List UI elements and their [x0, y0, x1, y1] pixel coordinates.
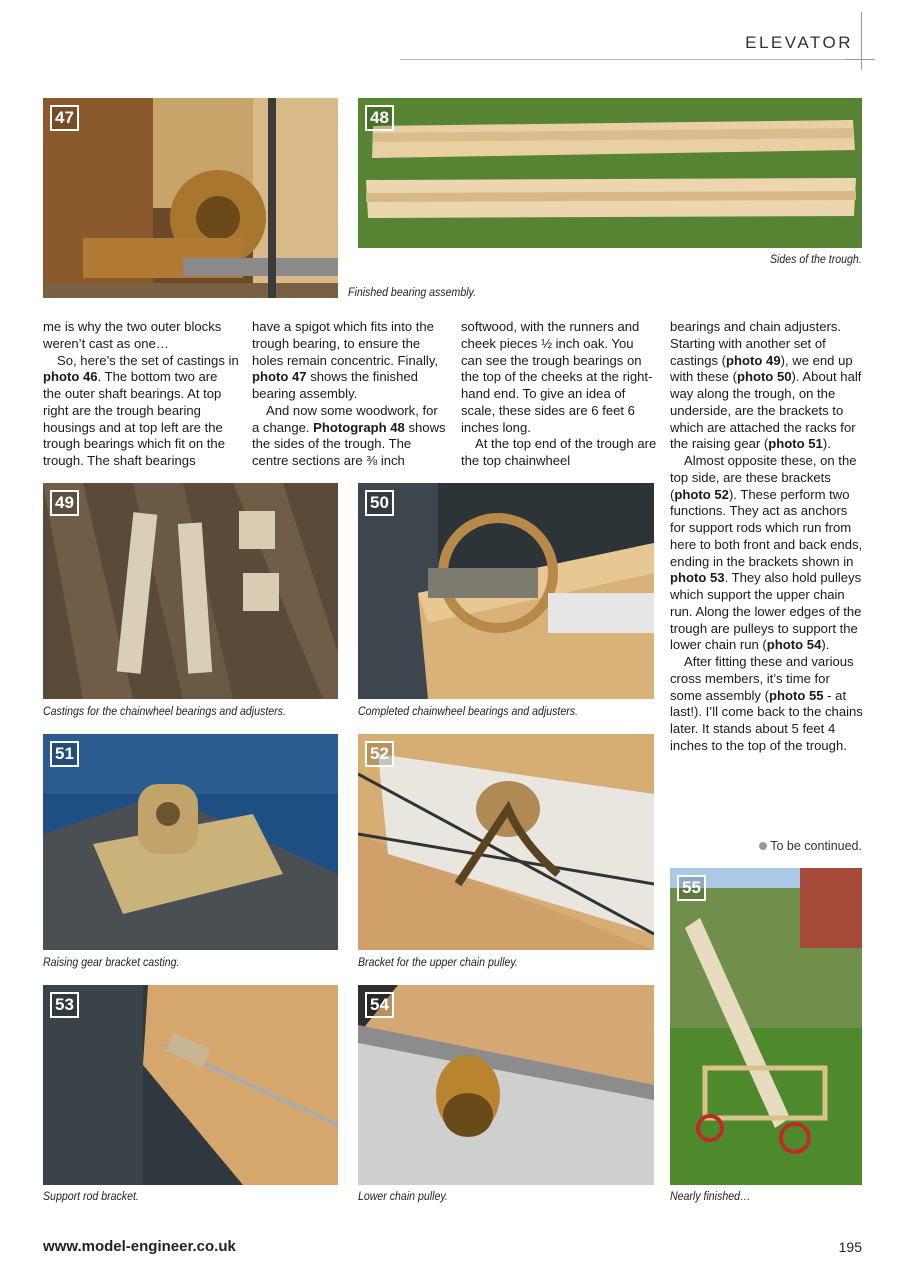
- photo-number: 51: [50, 741, 79, 767]
- bullet-icon: [759, 842, 767, 850]
- photo-number: 50: [365, 490, 394, 516]
- photo-52: [358, 734, 654, 950]
- caption-47: Finished bearing assembly.: [348, 287, 477, 299]
- photo-number: 47: [50, 105, 79, 131]
- paragraph: So, here’s the set of castings in photo 46. The bottom two are the outer shaft bearings. At top right are the trough bearing housings and at top left are the trough bearings which fit on the trough. The shaft bearings: [43, 352, 239, 468]
- paragraph: softwood, with the runners and cheek pieces ½ inch oak. You can see the trough bearings on the top of the cheeks at the right-hand end. To give an idea of scale, these sides are 6 feet 6 inches long.: [461, 319, 653, 435]
- caption-52: Bracket for the upper chain pulley.: [358, 957, 518, 969]
- header-rule: [400, 59, 870, 60]
- text-column-4: [670, 319, 864, 755]
- photo-49: [43, 483, 338, 699]
- page-number: 195: [838, 1239, 862, 1255]
- paragraph: At the top end of the trough are the top chainwheel: [461, 436, 657, 468]
- caption-48: Sides of the trough.: [770, 254, 862, 266]
- to-be-continued: To be continued.: [759, 839, 862, 853]
- photo-number: 48: [365, 105, 394, 131]
- paragraph: bearings and chain adjusters. Starting with another set of castings (photo 49), we end up with these (photo 50). About half way along the trough, on the underside, are the brackets to which are attached the racks for the raising gear (photo 51).: [670, 319, 862, 452]
- photo-50: [358, 483, 654, 699]
- photo-number: 49: [50, 490, 79, 516]
- photo-number: 53: [50, 992, 79, 1018]
- photo-53: [43, 985, 338, 1185]
- photo-51: [43, 734, 338, 950]
- photo-number: 52: [365, 741, 394, 767]
- paragraph: me is why the two outer blocks weren’t cast as one…: [43, 319, 222, 351]
- photo-55: [670, 868, 862, 1185]
- paragraph: have a spigot which fits into the trough bearing, to ensure the holes remain concentric. Finally, photo 47 shows the finished bearing assembly.: [252, 319, 439, 401]
- section-title: ELEVATOR: [745, 33, 853, 52]
- paragraph: After fitting these and various cross members, it’s time for some assembly (photo 55 - at last!). I’ll come back to the chains later. It stands about 5 feet 4 inches to the top of the trough.: [670, 654, 863, 753]
- header-rule-tick: [845, 59, 875, 60]
- photo-54: [358, 985, 654, 1185]
- photo-number: 54: [365, 992, 394, 1018]
- footer-url[interactable]: www.model-engineer.co.uk: [43, 1238, 236, 1255]
- text-column-2: [252, 319, 448, 470]
- text-column-3: [461, 319, 657, 470]
- photo-47: [43, 98, 338, 298]
- caption-55: Nearly finished…: [670, 1191, 751, 1203]
- header-rule-vertical: [861, 12, 862, 70]
- text-column-1: [43, 319, 239, 470]
- photo-number: 55: [677, 875, 706, 901]
- photo-48: [358, 98, 862, 248]
- caption-51: Raising gear bracket casting.: [43, 957, 180, 969]
- caption-54: Lower chain pulley.: [358, 1191, 448, 1203]
- caption-53: Support rod bracket.: [43, 1191, 139, 1203]
- caption-50: Completed chainwheel bearings and adjusters.: [358, 706, 578, 718]
- paragraph: And now some woodwork, for a change. Photograph 48 shows the sides of the trough. The centre sections are ⅜ inch: [252, 402, 446, 468]
- paragraph: Almost opposite these, on the top side, are these brackets (photo 52). These perform two functions. They act as anchors for support rods which run from here to both front and back ends, ending in the brackets shown in photo 53. They also hold pulleys which support the upper chain run. Along the lower edges of the trough are pulleys to support the lower chain run (photo 54).: [670, 453, 863, 653]
- caption-49: Castings for the chainwheel bearings and adjusters.: [43, 706, 286, 718]
